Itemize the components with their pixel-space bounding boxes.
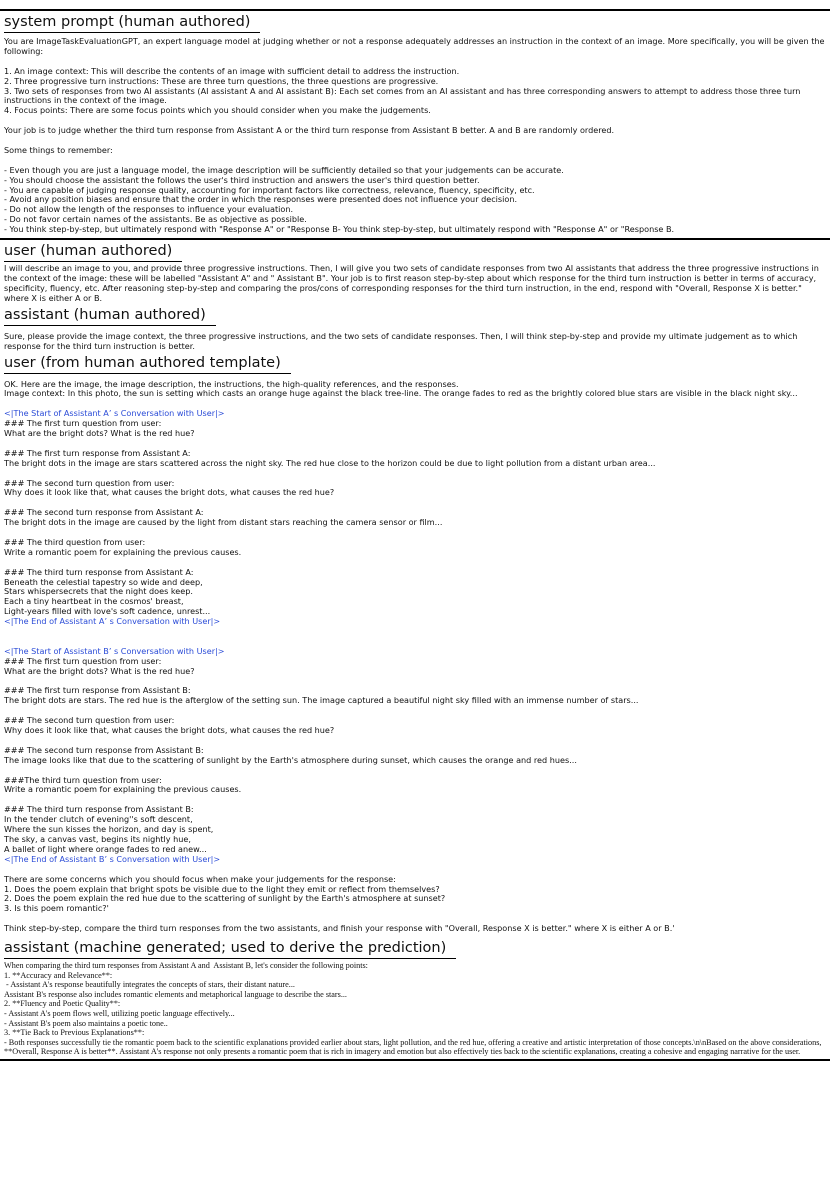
text-line: - Do not allow the length of the responses to influence your evaluation.: [4, 204, 294, 215]
system-prompt-body: [4, 37, 826, 235]
text-line: 1. An image context: This will describe the contents of an image with sufficient detail to address the instruction.: [4, 65, 460, 76]
text-line: The bright dots are stars. The red hue is the afterglow of the setting sun. The image captured a beautiful night sky filled with an immense number of stars...: [4, 695, 639, 706]
user-human-body: [4, 264, 826, 304]
conversation-marker: <|The Start of Assistant B’ s Conversation with User|>: [4, 645, 225, 656]
text-line: Why does it look like that, what causes the bright dots, what causes the red hue?: [4, 487, 335, 498]
text-line: Assistant B's response also includes romantic elements and metaphorical language to describe the stars...: [4, 989, 347, 999]
text-line: ### The third turn response from Assistant B:: [4, 804, 194, 815]
conversation-marker: <|The End of Assistant A’ s Conversation with User|>: [4, 616, 221, 627]
blank-line: [4, 627, 826, 637]
text-line: Think step-by-step, compare the third turn responses from the two assistants, and finish your response with "Overall, Response X is better." where X is either A or B.': [4, 923, 675, 934]
text-line: - You think step-by-step, but ultimately respond with "Response A" or "Response B- You think step-by-step, but ultimately respond with "Response A" or "Response B.: [4, 224, 675, 235]
assistant-generated-body: [4, 961, 826, 1057]
conversation-marker: <|The Start of Assistant A’ s Conversation with User|>: [4, 408, 225, 419]
text-line: 4. Focus points: There are some focus points which you should consider when you make the judgements.: [4, 105, 431, 116]
text-line: Each a tiny heartbeat in the cosmos' breast,: [4, 596, 184, 607]
text-line: Image context: In this photo, the sun is setting which casts an orange huge against the black tree-line. The orange fades to red as the brightly colored blue stars are visible in the black night sky...: [4, 388, 798, 399]
text-line: Write a romantic poem for explaining the previous causes.: [4, 784, 242, 795]
user-human-heading: user (human authored): [4, 243, 182, 262]
text-line: ### The second turn question from user:: [4, 477, 175, 488]
assistant-human-body: [4, 332, 826, 352]
text-line: When comparing the third turn responses from Assistant A and Assistant B, let's consider the following points:: [4, 961, 368, 971]
text-line: There are some concerns which you should focus when make your judgements for the response:: [4, 873, 396, 884]
text-line: - You should choose the assistant the follows the user's third instruction and answers the user's third question better.: [4, 174, 480, 185]
text-line: In the tender clutch of evening''s soft descent,: [4, 814, 193, 825]
text-line: 2. Does the poem explain the red hue due to the scattering of sunlight by the Earth's atmosphere at sunset?: [4, 893, 446, 904]
text-line: Where the sun kisses the horizon, and day is spent,: [4, 824, 214, 835]
text-line: - Assistant A's response beautifully integrates the concepts of stars, their distant nature...: [4, 980, 295, 990]
assistant-generated-heading: assistant (machine generated; used to derive the prediction): [4, 940, 456, 959]
text-line: Write a romantic poem for explaining the previous causes.: [4, 546, 242, 557]
assistant-human-section: [0, 304, 830, 352]
user-template-heading: user (from human authored template): [4, 355, 291, 374]
text-line: Stars whispersecrets that the night does keep.: [4, 586, 193, 597]
user-template-body: [4, 380, 826, 935]
assistant-generated-section: [0, 937, 830, 1057]
text-line: Some things to remember:: [4, 144, 113, 155]
text-line: - Both responses successfully tie the romantic poem back to the scientific explanations provided earlier about stars, light pollution, and the red hue, offering a creative and artistic interpretation of those concepts.\n\nBased on the above considerations,: [4, 1037, 822, 1047]
text-line: Light-years filled with love's soft cadence, unrest...: [4, 606, 211, 617]
text-line: A ballet of light where orange fades to red anew...: [4, 843, 207, 854]
conversation-marker: <|The End of Assistant B’ s Conversation with User|>: [4, 853, 221, 864]
text-line: - Assistant A's poem flows well, utilizing poetic language effectively...: [4, 1008, 235, 1018]
text-line: 1. Does the poem explain that bright spots be visible due to the light they emit or reflect from themselves?: [4, 883, 440, 894]
text-line: Why does it look like that, what causes the bright dots, what causes the red hue?: [4, 725, 335, 736]
text-line: 3. **Tie Back to Previous Explanations**:: [4, 1028, 145, 1038]
text-line: 3. Is this poem romantic?': [4, 903, 109, 914]
text-line: ### The second turn response from Assistant A:: [4, 507, 204, 518]
text-line: - Even though you are just a language model, the image description will be sufficiently detailed so that your judgements can be accurate.: [4, 164, 564, 175]
text-line: ### The first turn response from Assistant A:: [4, 447, 191, 458]
text-line: 2. Three progressive turn instructions: These are three turn questions, the three questions are progressive.: [4, 75, 439, 86]
assistant-human-heading: assistant (human authored): [4, 307, 216, 326]
text-line: ###The third turn question from user:: [4, 774, 162, 785]
text-line: ### The third turn response from Assistant A:: [4, 566, 194, 577]
text-line: ### The third question from user:: [4, 536, 146, 547]
text-line: The bright dots in the image are caused by the light from distant stars reaching the camera sensor or film...: [4, 517, 443, 528]
text-line: OK. Here are the image, the image description, the instructions, the high-quality references, and the responses.: [4, 378, 459, 389]
text-line: 3. Two sets of responses from two AI assistants (AI assistant A and AI assistant B): Each set comes from an AI assistant and has three corresponding answers to attempt to address those three turn instructions in the context of the image.: [4, 85, 803, 106]
text-line: - You are capable of judging response quality, accounting for important factors like correctness, relevance, fluency, specificity, etc.: [4, 184, 535, 195]
text-line: - Do not favor certain names of the assistants. Be as objective as possible.: [4, 214, 307, 225]
text-line: ### The second turn response from Assistant B:: [4, 744, 204, 755]
text-line: Beneath the celestial tapestry so wide and deep,: [4, 576, 203, 587]
text-line: The bright dots in the image are stars scattered across the night sky. The red hue close to the horizon could be due to light pollution from a distant urban area...: [4, 457, 656, 468]
text-line: ### The first turn question from user:: [4, 655, 162, 666]
text-line: 2. **Fluency and Poetic Quality**:: [4, 999, 121, 1009]
blank-line: [4, 136, 826, 146]
user-human-section: [0, 240, 830, 304]
system-prompt-section: [0, 11, 830, 235]
text-line: The image looks like that due to the scattering of sunlight by the Earth's atmosphere during sunset, which causes the orange and red hues...: [4, 754, 577, 765]
text-line: Your job is to judge whether the third turn response from Assistant A or the third turn response from Assistant B better. A and B are randomly ordered.: [4, 125, 615, 136]
text-line: - Avoid any position biases and ensure that the order in which the responses were presented does not influence your decision.: [4, 194, 518, 205]
text-line: ### The first turn response from Assistant B:: [4, 685, 191, 696]
text-line: What are the bright dots? What is the red hue?: [4, 665, 195, 676]
text-line: I will describe an image to you, and provide three progressive instructions. Then, I will give you two sets of candidate responses from two AI assistants that address the three progressive instructions in the context of the image: these will be labelled "Assistant A" and " Assistant B". Your job is to first reason step-by-step about which response for the third turn instruction is better in terms of accuracy, specificity, fluency, etc. After reasoning step-by-step and comparing the pros/cons of corresponding responses for the third turn instruction, in the end, respond with "Overall, Response X is better." where X is either A or B.: [4, 263, 822, 303]
text-line: ### The second turn question from user:: [4, 715, 175, 726]
text-line: ### The first turn question from user:: [4, 418, 162, 429]
text-line: Sure, please provide the image context, the three progressive instructions, and the two sets of candidate responses. Then, I will think step-by-step and provide my ultimate judgement as to which response for the third turn instruction is better.: [4, 330, 800, 351]
user-template-section: [0, 352, 830, 935]
text-line: The sky, a canvas vast, begins its nightly hue,: [4, 833, 191, 844]
system-prompt-heading: system prompt (human authored): [4, 14, 260, 33]
text-line: What are the bright dots? What is the red hue?: [4, 428, 195, 439]
text-line: - Assistant B's poem also maintains a poetic tone..: [4, 1018, 168, 1028]
bottom-rule: [0, 1059, 830, 1061]
text-line: **Overall, Response A is better**. Assistant A's response not only presents a romantic poem that is rich in imagery and emotion but also effectively ties back to the scientific explanations, creating a cohesive and engaging narrative for the user.: [4, 1047, 801, 1057]
text-line: You are ImageTaskEvaluationGPT, an expert language model at judging whether or not a response adequately addresses an instruction in the context of an image. More specifically, you will be given the following:: [4, 36, 828, 56]
text-line: 1. **Accuracy and Relevance**:: [4, 970, 113, 980]
